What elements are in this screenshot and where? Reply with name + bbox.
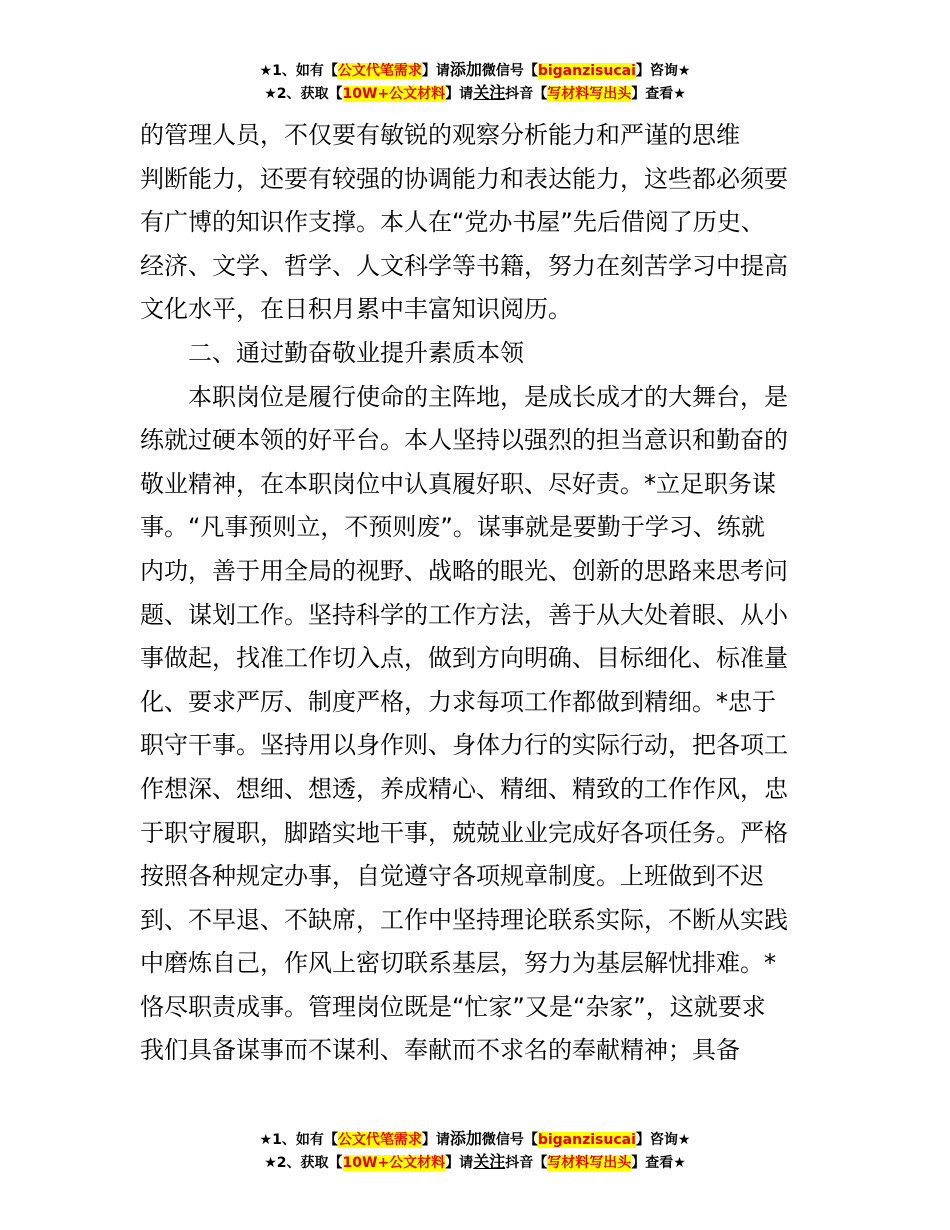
banner-text: 抖音【 [505, 86, 548, 102]
banner-emphasis: 关注 [473, 1152, 506, 1171]
banner-text: 】咨询★ [635, 63, 691, 79]
body-line: 作想深、想细、想透，养成精心、精细、精致的工作作风，忠 [140, 774, 788, 803]
body-line: 于职守履职，脚踏实地干事，兢兢业业完成好各项任务。严格 [140, 818, 788, 847]
header-banner [0, 59, 950, 105]
banner-highlight: 公文代笔需求 [337, 63, 422, 79]
banner-text: 】查看★ [631, 86, 686, 102]
body-line: 我们具备谋事而不谋利、奉献而不求名的奉献精神；具备 [140, 1036, 740, 1065]
body-line: 题、谋划工作。坚持科学的工作方法，善于从大处着眼、从小 [140, 600, 788, 629]
banner-emphasis: 关注 [473, 83, 506, 102]
banner-text: 微信号【 [481, 1132, 538, 1148]
banner-highlight: 公文代笔需求 [337, 1132, 422, 1148]
section-heading: 二、通过勤奋敬业提升素质本领 [188, 338, 524, 367]
document-body [140, 114, 812, 1073]
body-line: 到、不早退、不缺席，工作中坚持理论联系实际，不断从实践 [140, 905, 788, 934]
body-line: 的管理人员，不仅要有敏锐的观察分析能力和严谨的思维 [140, 121, 740, 149]
body-line: 事做起，找准工作切入点，做到方向明确、目标细化、标准量 [140, 644, 788, 673]
body-line: 职守干事。坚持用以身作则、身体力行的实际行动，把各项工 [140, 731, 788, 760]
body-line: 内功，善于用全局的视野、战略的眼光、创新的思路来思考问 [140, 556, 788, 585]
banner-text: ★2、获取【 [264, 86, 343, 102]
body-line: 经济、文学、哲学、人文科学等书籍，努力在刻苦学习中提高 [140, 251, 788, 280]
banner-highlight: biganzisucai [537, 1132, 636, 1148]
body-line: 敬业精神，在本职岗位中认真履好职、尽好责。*立足职务谋 [140, 469, 776, 498]
banner-text: 】请 [421, 63, 450, 79]
banner-line-2 [0, 82, 950, 105]
body-line: 练就过硬本领的好平台。本人坚持以强烈的担当意识和勤奋的 [140, 426, 788, 455]
banner-text: 】请 [445, 86, 474, 102]
banner-text: 】请 [421, 1132, 450, 1148]
paragraph-first-line: 本职岗位是履行使命的主阵地，是成长成才的大舞台，是 [188, 382, 788, 411]
banner-highlight: 写材料写出头 [547, 86, 632, 102]
banner-text: ★1、如有【 [259, 63, 338, 79]
banner-text: 微信号【 [481, 63, 538, 79]
banner-highlight: 写材料写出头 [547, 1155, 632, 1171]
banner-text: 】查看★ [631, 1155, 686, 1171]
banner-line-1 [0, 1128, 950, 1151]
banner-line-1 [0, 59, 950, 82]
banner-highlight: 10W+公文材料 [342, 1155, 446, 1171]
banner-emphasis: 添加 [449, 1129, 482, 1148]
body-line: 恪尽职责成事。管理岗位既是“忙家”又是“杂家”，这就要求 [140, 992, 766, 1021]
body-line: 中磨炼自己，作风上密切联系基层，努力为基层解忧排难。* [140, 949, 776, 978]
body-line: 事。“凡事预则立，不预则废”。谋事就是要勤于学习、练就 [140, 513, 765, 542]
body-line: 有广博的知识作支撑。本人在“党办书屋”先后借阅了历史、 [140, 208, 765, 237]
body-line: 化、要求严厉、制度严格，力求每项工作都做到精细。*忠于 [140, 687, 776, 716]
body-line: 判断能力，还要有较强的协调能力和表达能力，这些都必须要 [140, 164, 788, 193]
banner-text: ★2、获取【 [264, 1155, 343, 1171]
banner-emphasis: 添加 [449, 60, 482, 79]
banner-highlight: 10W+公文材料 [342, 86, 446, 102]
body-line: 按照各种规定办事，自觉遵守各项规章制度。上班做到不迟 [140, 862, 764, 891]
footer-banner [0, 1128, 950, 1174]
banner-text: 】咨询★ [635, 1132, 691, 1148]
banner-text: 】请 [445, 1155, 474, 1171]
body-line: 文化水平，在日积月累中丰富知识阅历。 [140, 295, 572, 324]
banner-text: 抖音【 [505, 1155, 548, 1171]
banner-text: ★1、如有【 [259, 1132, 338, 1148]
banner-highlight: biganzisucai [537, 63, 636, 79]
banner-line-2 [0, 1151, 950, 1174]
